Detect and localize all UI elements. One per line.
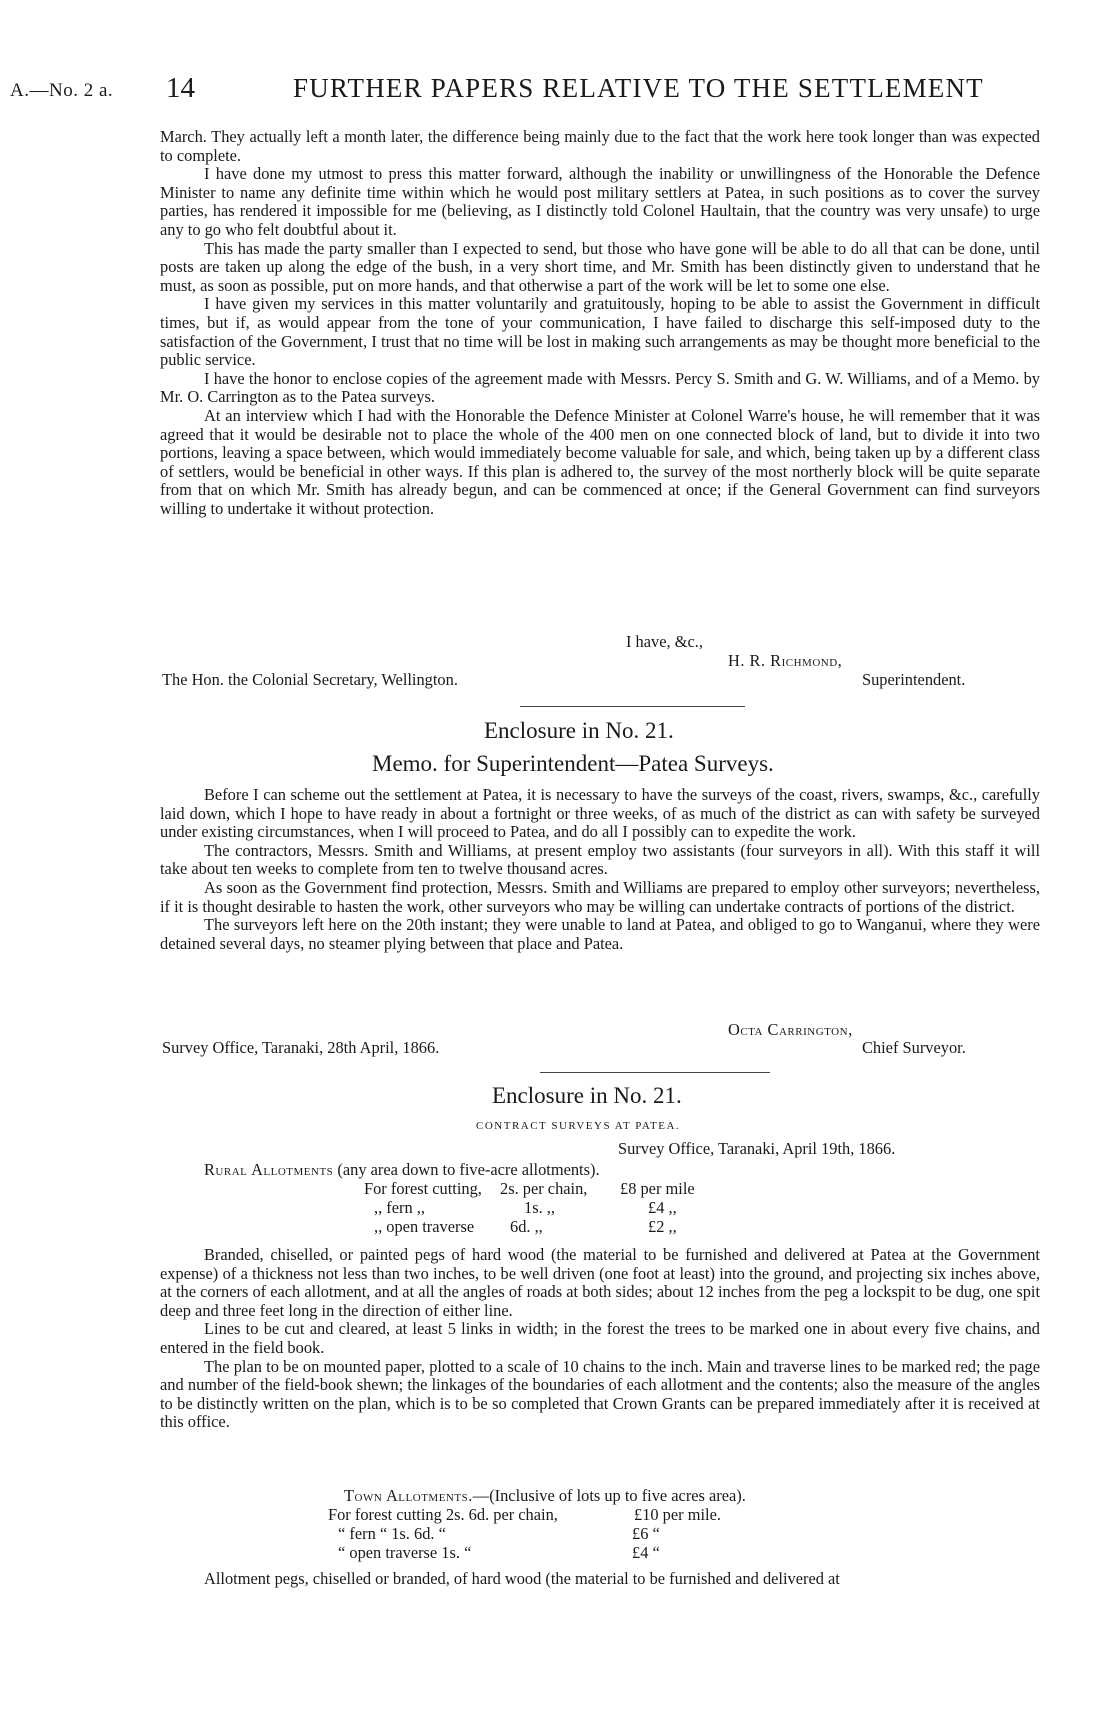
contract-body xyxy=(160,1246,1040,1432)
memo-signature: Octa Carrington, xyxy=(728,1020,853,1039)
letter-paragraph: I have done my utmost to press this matter forward, although the inability or unwillingness of the Honorable the Defence Minister to name any definite time within which he would post military settlers at Patea, in such positions as to cover the survey parties, has rendered it impossible for me (believing, as I distinctly told Colonel Haultain, that the country was very unsafe) to urge any to go who felt doubtful about it. xyxy=(160,164,1040,239)
letter-signature: H. R. Richmond, xyxy=(728,651,843,670)
letter-paragraph: This has made the party smaller than I expected to send, but those who have gone will be able to do all that can be done, until posts are taken up along the edge of the bush, in a very short time, and Mr. Smith has been distinctly given to understand that he must, as soon as possible, put on more hands, and that otherwise a part of the work will be let to some one else. xyxy=(160,238,1040,295)
enclosure-heading: Enclosure in No. 21. xyxy=(484,718,674,743)
running-title: FURTHER PAPERS RELATIVE TO THE SETTLEMENT xyxy=(293,73,984,103)
contract-caption: CONTRACT SURVEYS AT PATEA. xyxy=(476,1120,681,1132)
page-number: 14 xyxy=(166,72,195,104)
memo-paragraph: The surveyors left here on the 20th instant; they were unable to land at Patea, and obliged to go to Wanganui, where they were detained several days, no steamer plying between that place and Patea. xyxy=(160,915,1040,953)
contract-place-date: Survey Office, Taranaki, April 19th, 1866. xyxy=(618,1139,896,1158)
letter-paragraph: I have given my services in this matter voluntarily and gratuitously, hoping to be able to assist the Government in difficult times, but if, as would appear from the tone of your communication, I have failed to discharge this self-imposed duty to the satisfaction of the Government, I trust that no time will be lost in making such arrangements as may be thought more beneficial to the public service. xyxy=(160,294,1040,370)
letter-paragraph: March. They actually left a month later, the difference being mainly due to the fact that the work here took longer than was expected to complete. xyxy=(160,127,1040,165)
section-divider xyxy=(520,706,745,707)
memo-paragraph: As soon as the Government find protection, Messrs. Smith and Williams are prepared to employ other surveyors; nevertheless, if it is thought desirable to hasten the work, other surveyors who may be willing can undertake contracts of portions of the district. xyxy=(160,877,1040,916)
page-header xyxy=(10,70,1100,110)
letter-body xyxy=(160,128,1040,518)
memo-paragraph: The contractors, Messrs. Smith and Williams, at present employ two assistants (four surveyors in all). With this staff it will take about ten weeks to complete from ten to twelve thousand acres. xyxy=(160,840,1040,879)
memo-paragraph: Before I can scheme out the settlement at Patea, it is necessary to have the surveys of the coast, rivers, swamps, &c., carefully laid down, which I hope to have ready in about a fortnight or three weeks, of as much of the district as can with safety be surveyed under existing circumstances, when I will proceed to Patea, and do all I possibly can to expedite the work. xyxy=(160,785,1040,842)
document-reference: A.—No. 2 a. xyxy=(10,80,114,101)
document-page: A.—No. 2 a. 14 FURTHER PAPERS RELATIVE TO THE SETTLEMENT March. They actually left a month later, the difference being mainly due to the fact that the work here took longer than was expected to complete. I have done my utmost to press this matter forward, although the inability or unwillingness of the Honorable the Defence Minister to name any definite time within which he would post military settlers at Patea, in such positions as to cover the survey parties, has rendered it impossible for me (believing, as I distinctly told Colonel Haultain, that the country was very unsafe) to urge any to go who felt doubtful about it. This has made the party smaller than I expected to send, but those who have gone will be able to do all that can be done, until posts are taken up along the edge of the bush, in a very short time, and Mr. Smith has been distinctly given to understand that he must, as soon as possible, put on more hands, and that otherwise a part of the work will be let to some one else. I have given my services in this matter voluntarily and gratuitously, hoping to be able to assist the Government in difficult times, but if, as would appear from the tone of your communication, I have failed to discharge this self-imposed duty to the satisfaction of the Government, I trust that no time will be lost in making such arrangements as may be thought more beneficial to the public service. I have the honor to enclose copies of the agreement made with Messrs. Percy S. Smith and G. W. Williams, and of a Memo. by Mr. O. Carrington as to the Patea surveys. At an interview which I had with the Honorable the Defence Minister at Colonel Warre's house, he will remember that it was agreed that it would be desirable not to place the whole of the 400 men on one connected block of land, but to divide it into two portions, leaving a space between, which would immediately become valuable for sale, and which, being taken up by a different class of settlers, would be beneficial in other ways. If this plan is adhered to, the survey of the most northerly block will be quite separate from that on which Mr. Smith has already begun, and can be commenced at once; if the General Government can find surveyors willing to undertake it without protection. I have, &c., H. R. Richmond, The Hon. the Colonial Secretary, Wellington. Superintendent. Enclosure in No. 21. Memo. for Superintendent—Patea Surveys. Before I can scheme out the settlement at Patea, it is necessary to have the surveys of the coast, rivers, swamps, &c., carefully laid down, which I hope to have ready in about a fortnight or three weeks, of as much of the district as can with safety be surveyed under existing circumstances, when I will proceed to Patea, and do all I possibly can to expedite the work. The contractors, Messrs. Smith and Williams, at present employ two assistants (four surveyors in all). With this staff it will take about ten weeks to complete from ten to twelve thousand acres. As soon as the Government find protection, Messrs. Smith and Williams are prepared to employ other surveyors; nevertheless, if it is thought desirable to hasten the work, other surveyors who may be willing can undertake contracts of portions of the district. The surveyors left here on the 20th instant; they were unable to land at Patea, and obliged to go to Wanganui, where they were detained several days, no steamer plying between that place and Patea. Octa Carrington, Survey Office, Taranaki, 28th April, 1866. Chief Surveyor. Enclosure in No. 21. CONTRACT SURVEYS AT PATEA. Survey Office, Taranaki, April 19th, 1866. Rural Allotments (any area down to five-acre allotments). For forest cutting, 2s. per chain, £8 per mile ,, fern ,, 1s. ,, £4 ,, ,, open traverse 6d. ,, £2 ,, Branded, chiselled, or painted pegs of hard wood (the material to be furnished and delivered at Patea at the Government expense) of a thickness not less than two inches, to be well driven (one foot at least) into the ground, and projecting six inches above, at the corners of each allotment, and at all the angles of roads at both sides; about 12 inches from the peg a lockspit to be dug, one spit deep and three feet long in the direction of either line. Lines to be cut and cleared, at least 5 links in width; in the forest the trees to be marked one in about every five chains, and entered in the field book. The plan to be on mounted paper, plotted to a scale of 10 chains to the inch. Main and traverse lines to be marked red; the page and number of the field-book shewn; the linkages of the boundaries of each allotment and the contents; also the measure of the angles to be distinctly written on the plan, which is to be so completed that Crown Grants can be prepared immediately after it is received at this office. Town Allotments.—(Inclusive of lots up to five acres area). For forest cutting 2s. 6d. per chain, £10 per mile. “ fern “ 1s. 6d. “ £6 “ “ open traverse 1s. “ £4 “ Allotment pegs, chiselled or branded, of hard wood (the material to be furnished and delivered at xyxy=(0,0,1114,1729)
contract-paragraph: Lines to be cut and cleared, at least 5 links in width; in the forest the trees to be marked one in about every five chains, and entered in the field book. xyxy=(160,1319,1040,1357)
letter-paragraph: I have the honor to enclose copies of the agreement made with Messrs. Percy S. Smith and G. W. Williams, and of a Memo. by Mr. O. Carrington as to the Patea surveys. xyxy=(160,368,1040,407)
letter-closing: I have, &c., xyxy=(626,632,703,651)
enclosure-memo-body xyxy=(160,786,1040,953)
memo-signer-title: Chief Surveyor. xyxy=(862,1038,966,1057)
letter-addressee: The Hon. the Colonial Secretary, Wellington. xyxy=(162,670,458,689)
contract-final-line: Allotment pegs, chiselled or branded, of hard wood (the material to be furnished and delivered at xyxy=(204,1569,840,1588)
town-allotments-heading: Town Allotments.—(Inclusive of lots up to five acres area). xyxy=(344,1486,746,1505)
section-divider xyxy=(540,1072,770,1073)
memo-place-date: Survey Office, Taranaki, 28th April, 1866. xyxy=(162,1038,440,1057)
rural-allotments-heading: Rural Allotments (any area down to five-acre allotments). xyxy=(204,1160,600,1179)
letter-signer-title: Superintendent. xyxy=(862,670,966,689)
letter-paragraph: At an interview which I had with the Honorable the Defence Minister at Colonel Warre's house, he will remember that it was agreed that it would be desirable not to place the whole of the 400 men on one connected block of land, but to divide it into two portions, leaving a space between, which would immediately become valuable for sale, and which, being taken up by a different class of settlers, would be beneficial in other ways. If this plan is adhered to, the survey of the most northerly block will be quite separate from that on which Mr. Smith has already begun, and can be commenced at once; if the General Government can find surveyors willing to undertake it without protection. xyxy=(160,405,1040,518)
contract-paragraph: The plan to be on mounted paper, plotted to a scale of 10 chains to the inch. Main and traverse lines to be marked red; the page and number of the field-book shewn; the linkages of the boundaries of each allotment and the contents; also the measure of the angles to be distinctly written on the plan, which is to be so completed that Crown Grants can be prepared immediately after it is received at this office. xyxy=(160,1356,1040,1432)
enclosure-subheading: Memo. for Superintendent—Patea Surveys. xyxy=(372,751,774,776)
enclosure-heading: Enclosure in No. 21. xyxy=(492,1083,682,1108)
contract-paragraph: Branded, chiselled, or painted pegs of hard wood (the material to be furnished and delivered at Patea at the Government expense) of a thickness not less than two inches, to be well driven (one foot at least) into the ground, and projecting six inches above, at the corners of each allotment, and at all the angles of roads at both sides; about 12 inches from the peg a lockspit to be dug, one spit deep and three feet long in the direction of either line. xyxy=(160,1245,1040,1320)
